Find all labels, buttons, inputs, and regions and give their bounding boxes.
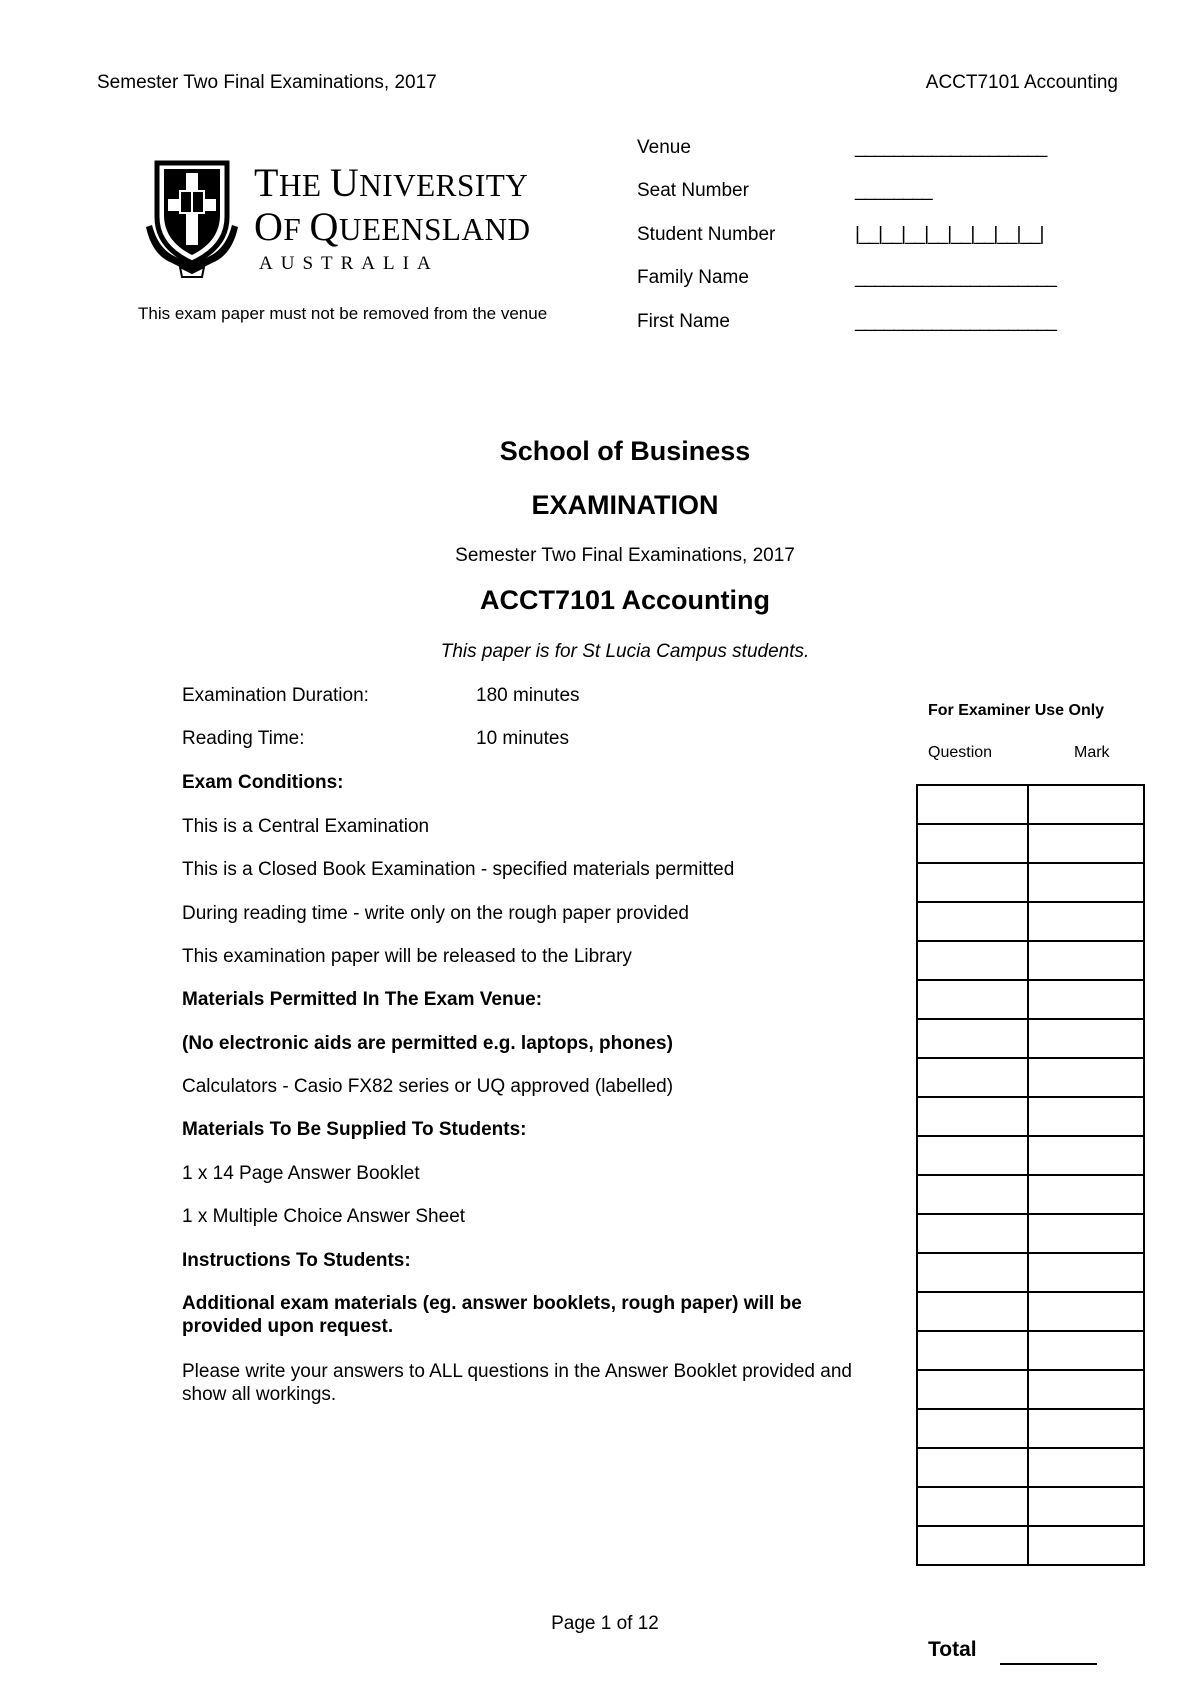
supplied-item: 1 x Multiple Choice Answer Sheet xyxy=(182,1206,466,1227)
examiner-row xyxy=(917,1292,1144,1331)
conditions-heading: Exam Conditions: xyxy=(182,772,344,793)
question-cell[interactable] xyxy=(917,1409,1028,1448)
electronic-aids-note: (No electronic aids are permitted e.g. laptops, phones) xyxy=(182,1033,673,1054)
question-cell[interactable] xyxy=(917,1487,1028,1526)
supplied-item: 1 x 14 Page Answer Booklet xyxy=(182,1163,420,1184)
family-name-field[interactable]: _____________________ xyxy=(855,267,1056,288)
question-cell[interactable] xyxy=(917,1448,1028,1487)
mark-cell[interactable] xyxy=(1028,1136,1144,1175)
examiner-row xyxy=(917,1331,1144,1370)
mark-cell[interactable] xyxy=(1028,902,1144,941)
page-number: Page 1 of 12 xyxy=(551,1613,659,1634)
mark-cell[interactable] xyxy=(1028,824,1144,863)
question-cell[interactable] xyxy=(917,980,1028,1019)
examiner-title: For Examiner Use Only xyxy=(928,702,1105,719)
running-header-left: Semester Two Final Examinations, 2017 xyxy=(97,72,437,93)
course-title: ACCT7101 Accounting xyxy=(479,585,771,615)
permitted-item: Calculators - Casio FX82 series or UQ approved (labelled) xyxy=(182,1076,674,1097)
examiner-row xyxy=(917,1409,1144,1448)
question-cell[interactable] xyxy=(917,1136,1028,1175)
total-label: Total xyxy=(928,1638,977,1661)
exam-title: EXAMINATION xyxy=(531,490,719,520)
question-cell[interactable] xyxy=(917,785,1028,824)
first-name-field[interactable]: _____________________ xyxy=(855,311,1056,332)
examiner-row xyxy=(917,1370,1144,1409)
mark-cell[interactable] xyxy=(1028,941,1144,980)
condition-item: This is a Central Examination xyxy=(182,816,430,837)
logo-wordmark-line1: THE UNIVERSITY xyxy=(254,160,529,205)
logo-wordmark-country: AUSTRALIA xyxy=(259,253,439,274)
mark-cell[interactable] xyxy=(1028,1058,1144,1097)
examiner-row xyxy=(917,1175,1144,1214)
semester-title: Semester Two Final Examinations, 2017 xyxy=(455,545,795,566)
venue-label: Venue xyxy=(637,137,691,158)
question-cell[interactable] xyxy=(917,1097,1028,1136)
removal-notice: This exam paper must not be removed from the venue xyxy=(138,304,548,323)
question-cell[interactable] xyxy=(917,1214,1028,1253)
condition-item: This examination paper will be released to the Library xyxy=(182,946,632,967)
question-cell[interactable] xyxy=(917,1370,1028,1409)
mark-cell[interactable] xyxy=(1028,1175,1144,1214)
campus-note: This paper is for St Lucia Campus students. xyxy=(440,641,810,662)
examiner-row xyxy=(917,1019,1144,1058)
student-number-label: Student Number xyxy=(637,224,776,245)
instructions-text: Please write your answers to ALL questions in the Answer Booklet provided and show all workings. xyxy=(182,1361,852,1405)
question-cell[interactable] xyxy=(917,1331,1028,1370)
question-cell[interactable] xyxy=(917,1058,1028,1097)
examiner-row xyxy=(917,1214,1144,1253)
mark-cell[interactable] xyxy=(1028,1370,1144,1409)
materials-permitted-heading: Materials Permitted In The Exam Venue: xyxy=(182,989,543,1010)
condition-item: This is a Closed Book Examination - specified materials permitted xyxy=(182,859,735,880)
total-field[interactable] xyxy=(1000,1663,1097,1665)
mark-cell[interactable] xyxy=(1028,1448,1144,1487)
school-title: School of Business xyxy=(499,436,751,466)
student-number-field[interactable]: |__|__|__|__|__|__|__|__| xyxy=(855,224,1044,245)
question-cell[interactable] xyxy=(917,941,1028,980)
examiner-mark-table xyxy=(916,784,1145,1566)
first-name-label: First Name xyxy=(637,311,730,332)
mark-cell[interactable] xyxy=(1028,1019,1144,1058)
venue-field[interactable]: ____________________ xyxy=(855,137,1047,158)
mark-cell[interactable] xyxy=(1028,1526,1144,1565)
question-cell[interactable] xyxy=(917,824,1028,863)
question-cell[interactable] xyxy=(917,1019,1028,1058)
question-cell[interactable] xyxy=(917,863,1028,902)
examiner-row xyxy=(917,941,1144,980)
mark-cell[interactable] xyxy=(1028,1253,1144,1292)
instructions-bold-text: Additional exam materials (eg. answer booklets, rough paper) will be provided upon request. xyxy=(182,1293,802,1337)
examiner-question-header: Question xyxy=(928,744,993,761)
examiner-mark-header: Mark xyxy=(1074,744,1110,761)
crest-icon xyxy=(142,155,242,285)
examiner-row xyxy=(917,1058,1144,1097)
examiner-row xyxy=(917,980,1144,1019)
examiner-row xyxy=(917,863,1144,902)
mark-cell[interactable] xyxy=(1028,1097,1144,1136)
running-header-right: ACCT7101 Accounting xyxy=(925,72,1118,93)
mark-cell[interactable] xyxy=(1028,1331,1144,1370)
examiner-row xyxy=(917,785,1144,824)
duration-value: 180 minutes xyxy=(476,685,580,706)
mark-cell[interactable] xyxy=(1028,1292,1144,1331)
reading-time-value: 10 minutes xyxy=(476,728,569,749)
question-cell[interactable] xyxy=(917,1175,1028,1214)
question-cell[interactable] xyxy=(917,1253,1028,1292)
examiner-row xyxy=(917,1487,1144,1526)
question-cell[interactable] xyxy=(917,1292,1028,1331)
materials-supplied-heading: Materials To Be Supplied To Students: xyxy=(182,1119,527,1140)
examiner-row xyxy=(917,1253,1144,1292)
family-name-label: Family Name xyxy=(637,267,749,288)
examiner-row xyxy=(917,1448,1144,1487)
mark-cell[interactable] xyxy=(1028,785,1144,824)
university-logo xyxy=(142,155,562,285)
mark-cell[interactable] xyxy=(1028,980,1144,1019)
mark-cell[interactable] xyxy=(1028,863,1144,902)
instructions-heading: Instructions To Students: xyxy=(182,1250,411,1271)
duration-label: Examination Duration: xyxy=(182,685,369,706)
condition-item: During reading time - write only on the rough paper provided xyxy=(182,903,689,924)
mark-cell[interactable] xyxy=(1028,1487,1144,1526)
logo-wordmark-line2: OF QUEENSLAND xyxy=(254,204,531,249)
mark-cell[interactable] xyxy=(1028,1214,1144,1253)
question-cell[interactable] xyxy=(917,1526,1028,1565)
mark-cell[interactable] xyxy=(1028,1409,1144,1448)
seat-number-field[interactable]: ________ xyxy=(855,180,932,201)
examiner-row xyxy=(917,824,1144,863)
examiner-row xyxy=(917,1526,1144,1565)
examiner-row xyxy=(917,1136,1144,1175)
examiner-row xyxy=(917,1097,1144,1136)
seat-number-label: Seat Number xyxy=(637,180,749,201)
reading-time-label: Reading Time: xyxy=(182,728,305,749)
question-cell[interactable] xyxy=(917,902,1028,941)
examiner-row xyxy=(917,902,1144,941)
